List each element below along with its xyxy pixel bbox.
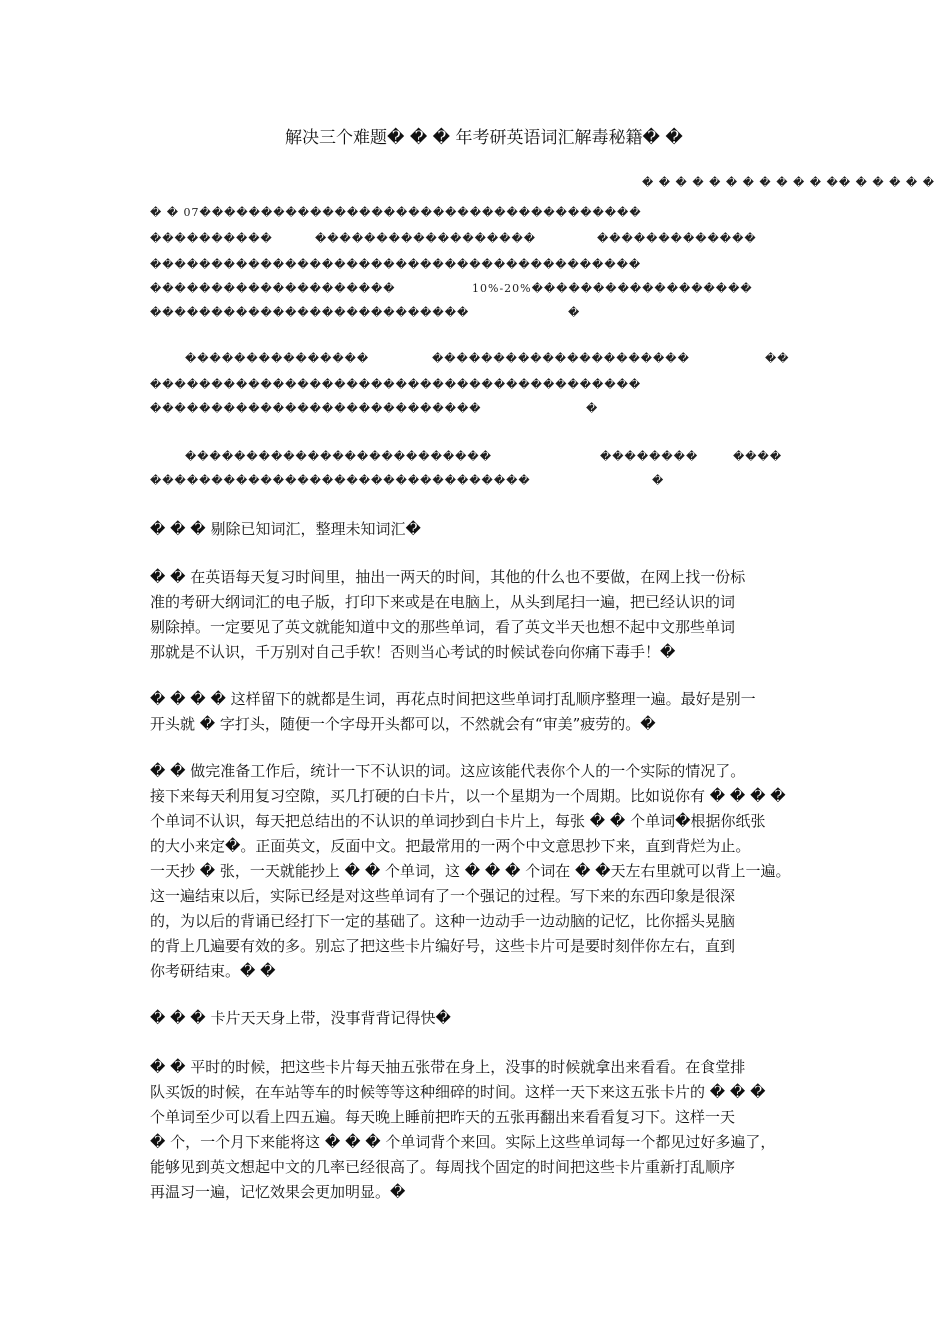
para3-line: �������������������������	[185, 450, 492, 463]
para2-line: �	[586, 402, 599, 415]
paragraph-line: 个单词不认识，每天把总结出的不认识的单词抄到白卡片上，每张 � � 个单词�根据你纸张	[150, 812, 766, 830]
intro-line: ����������������������������������������	[150, 258, 642, 271]
intro-line: ��������������������	[150, 282, 396, 295]
paragraph-line: 开头就 � 字打头，随便一个字母开头都可以，不然就会有“审美”疲劳的。�	[150, 715, 656, 733]
paragraph-line: 队买饭的时候，在车站等车的时候等等这种细碎的时间。这样一天下来这五张卡片的 � � �	[150, 1083, 766, 1101]
para2-line: ���������������	[185, 352, 370, 365]
byline: � � � � � � � � � � � �� � � � � �	[642, 176, 935, 189]
paragraph-line: � � 做完准备工作后，统计一下不认识的词。这应该能代表你个人的一个实际的情况了。	[150, 762, 746, 780]
paragraph-line: 的，为以后的背诵已经打下一定的基础了。这种一边动手一边动脑的记忆，比你摇头晃脑	[150, 912, 736, 930]
para2-line: ��	[765, 352, 790, 365]
paragraph-line: 这一遍结束以后，实际已经是对这些单词有了一个强记的过程。写下来的东西印象是很深	[150, 887, 736, 905]
intro-line: �������������	[597, 232, 757, 245]
para2-line: ����������������������������������������	[150, 378, 642, 391]
paragraph-line: 的大小来定�。正面英文，反面中文。把最常用的一两个中文意思抄下来，直到背烂为止。	[150, 837, 751, 855]
section-heading: � � � 剔除已知词汇，整理未知词汇�	[150, 520, 421, 538]
intro-line: 10%-20%������������������	[472, 282, 753, 295]
page-title: 解决三个难题� � � 年考研英语词汇解毒秘籍� �	[285, 128, 683, 148]
intro-line: � � 07������������������������������������	[150, 206, 642, 219]
paragraph-line: 那就是不认识，千万别对自己手软！否则当心考试的时候试卷向你痛下毒手！�	[150, 643, 676, 661]
para3-line: �������������������������������	[150, 474, 531, 487]
paragraph-line: 一天抄 � 张，一天就能抄上 � � 个单词，这 � � � 个词在 � �天左右里就可以背上一遍。	[150, 862, 791, 880]
paragraph-line: 再温习一遍，记忆效果会更加明显。�	[150, 1183, 406, 1201]
paragraph-line: � � � � 这样留下的就都是生词，再花点时间把这些单词打乱顺序整理一遍。最好是别一	[150, 690, 756, 708]
para3-line: ����	[733, 450, 783, 463]
paragraph-line: 接下来每天利用复习空隙，买几打硬的白卡片，以一个星期为一个周期。比如说你有 � � � �	[150, 787, 786, 805]
paragraph-line: 的背上几遍要有效的多。别忘了把这些卡片编好号，这些卡片可是要时刻伴你左右，直到	[150, 937, 736, 955]
para2-line: ���������������������	[432, 352, 690, 365]
paragraph-line: � � 在英语每天复习时间里，抽出一两天的时间，其他的什么也不要做，在网上找一份标	[150, 568, 746, 586]
paragraph-line: 剔除掉。一定要见了英文就能知道中文的那些单词，看了英文半天也想不起中文那些单词	[150, 618, 736, 636]
paragraph-line: � � 平时的时候，把这些卡片每天抽五张带在身上，没事的时候就拿出来看看。在食堂排	[150, 1058, 746, 1076]
paragraph-line: � 个，一个月下来能将这 � � � 个单词背个来回。实际上这些单词每一个都见过好多遍了，	[150, 1133, 776, 1151]
intro-line: �	[568, 306, 581, 319]
para3-line: ��������	[600, 450, 699, 463]
intro-line: ��������������������������	[150, 306, 470, 319]
intro-line: ������������������	[315, 232, 537, 245]
para2-line: ���������������������������	[150, 402, 482, 415]
paragraph-line: 你考研结束。� �	[150, 962, 276, 980]
para3-line: �	[652, 474, 665, 487]
section-heading: � � � 卡片天天身上带，没事背背记得快�	[150, 1009, 451, 1027]
paragraph-line: 个单词至少可以看上四五遍。每天晚上睡前把昨天的五张再翻出来看看复习下。这样一天	[150, 1108, 736, 1126]
intro-line: ����������	[150, 232, 273, 245]
paragraph-line: 能够见到英文想起中文的几率已经很高了。每周找个固定的时间把这些卡片重新打乱顺序	[150, 1158, 736, 1176]
paragraph-line: 准的考研大纲词汇的电子版，打印下来或是在电脑上，从头到尾扫一遍，把已经认识的词	[150, 593, 736, 611]
